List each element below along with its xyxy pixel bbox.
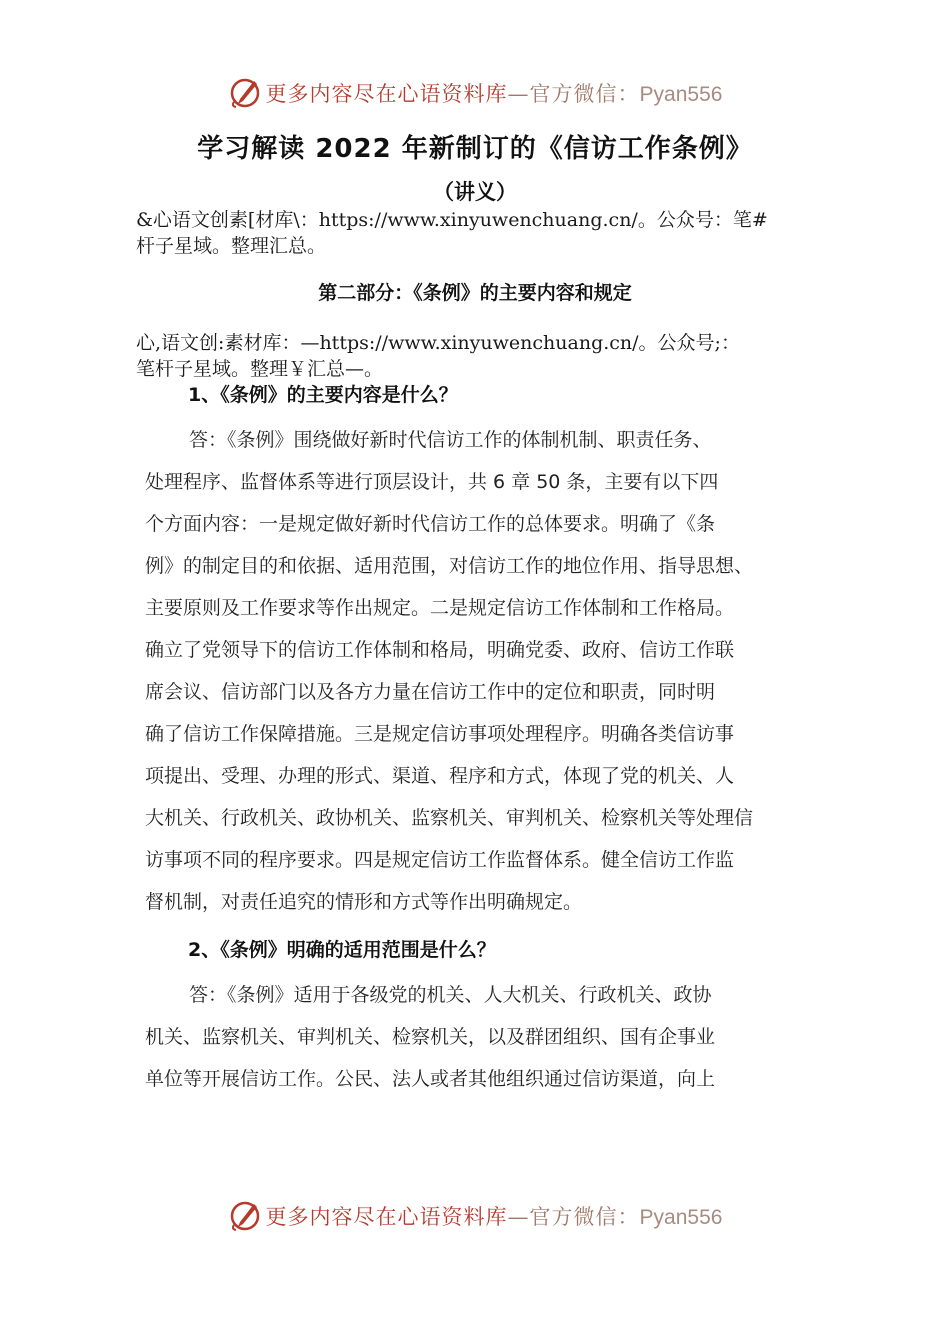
banner-text [266, 1201, 723, 1231]
answer-1-paragraph [145, 419, 845, 923]
header-watermark-banner [0, 73, 950, 113]
paragraph-line: 大机关、行政机关、政协机关、监察机关、审判机关、检察机关等处理信 [145, 807, 754, 829]
banner-wechat-label: 官方微信： [529, 1205, 640, 1229]
paragraph-line: 席会议、信访部门以及各方力量在信访工作中的定位和职责，同时明 [145, 681, 716, 703]
paragraph-line: 主要原则及工作要求等作出规定。二是规定信访工作体制和工作格局。 [145, 597, 735, 619]
paragraph-line: 机关、监察机关、审判机关、检察机关，以及群团组织、国有企事业 [145, 1026, 716, 1048]
banner-dash: — [507, 1205, 530, 1229]
paragraph-line: 访事项不同的程序要求。四是规定信访工作监督体系。健全信访工作监 [145, 849, 735, 871]
paragraph-line: 答：《条例》围绕做好新时代信访工作的体制机制、职责任务、 [189, 429, 712, 451]
banner-dash: — [507, 82, 530, 106]
footer-watermark-banner [0, 1196, 950, 1236]
banner-wechat-id: Pyan556 [639, 83, 723, 106]
banner-wechat-label: 官方微信： [529, 82, 640, 106]
answer-2-paragraph [145, 974, 845, 1100]
banner-wechat-id: Pyan556 [639, 1206, 723, 1229]
question-1-heading: 1、《条例》的主要内容是什么？ [188, 384, 458, 406]
paragraph-line: 项提出、受理、办理的形式、渠道、程序和方式，体现了党的机关、人 [145, 765, 735, 787]
quill-pen-logo-icon [228, 76, 262, 110]
source-note-line: &心语文创素[材库\：https://www.xinyuwenchuang.cn/。公众号：笔# [136, 209, 768, 231]
paragraph-line: 确立了党领导下的信访工作体制和格局，明确党委、政府、信访工作联 [145, 639, 735, 661]
section-heading: 第二部分：《条例》的主要内容和规定 [318, 282, 632, 304]
paragraph-line: 例》的制定目的和依据、适用范围，对信访工作的地位作用、指导思想、 [145, 555, 754, 577]
source-note-1 [136, 207, 836, 259]
banner-text [266, 78, 723, 108]
document-title: 学习解读 2022 年新制订的《信访工作条例》 [197, 134, 753, 164]
quill-pen-logo-icon [228, 1199, 262, 1233]
paragraph-line: 单位等开展信访工作。公民、法人或者其他组织通过信访渠道，向上 [145, 1068, 716, 1090]
question-2-heading: 2、《条例》明确的适用范围是什么？ [188, 939, 496, 961]
source-note-line: 杆子星域。整理汇总。 [136, 235, 327, 257]
paragraph-line: 督机制，对责任追究的情形和方式等作出明确规定。 [145, 891, 583, 913]
source-note-line: 笔杆子星域。整理￥汇总—。 [136, 358, 384, 380]
paragraph-line: 个方面内容：一是规定做好新时代信访工作的总体要求。明确了《条 [145, 513, 716, 535]
paragraph-line: 确了信访工作保障措施。三是规定信访事项处理程序。明确各类信访事 [145, 723, 735, 745]
source-note-2 [136, 330, 836, 382]
banner-library-name: 更多内容尽在心语资料库 [265, 1205, 508, 1229]
source-note-line: 心,语文创:素材库：—https://www.xinyuwenchuang.cn/。公众号;： [136, 332, 740, 354]
paragraph-line: 处理程序、监督体系等进行顶层设计，共 6 章 50 条，主要有以下四 [145, 471, 719, 493]
paragraph-line: 答：《条例》适用于各级党的机关、人大机关、行政机关、政协 [189, 984, 712, 1006]
document-subtitle: （讲义） [433, 180, 517, 204]
banner-library-name: 更多内容尽在心语资料库 [265, 82, 508, 106]
